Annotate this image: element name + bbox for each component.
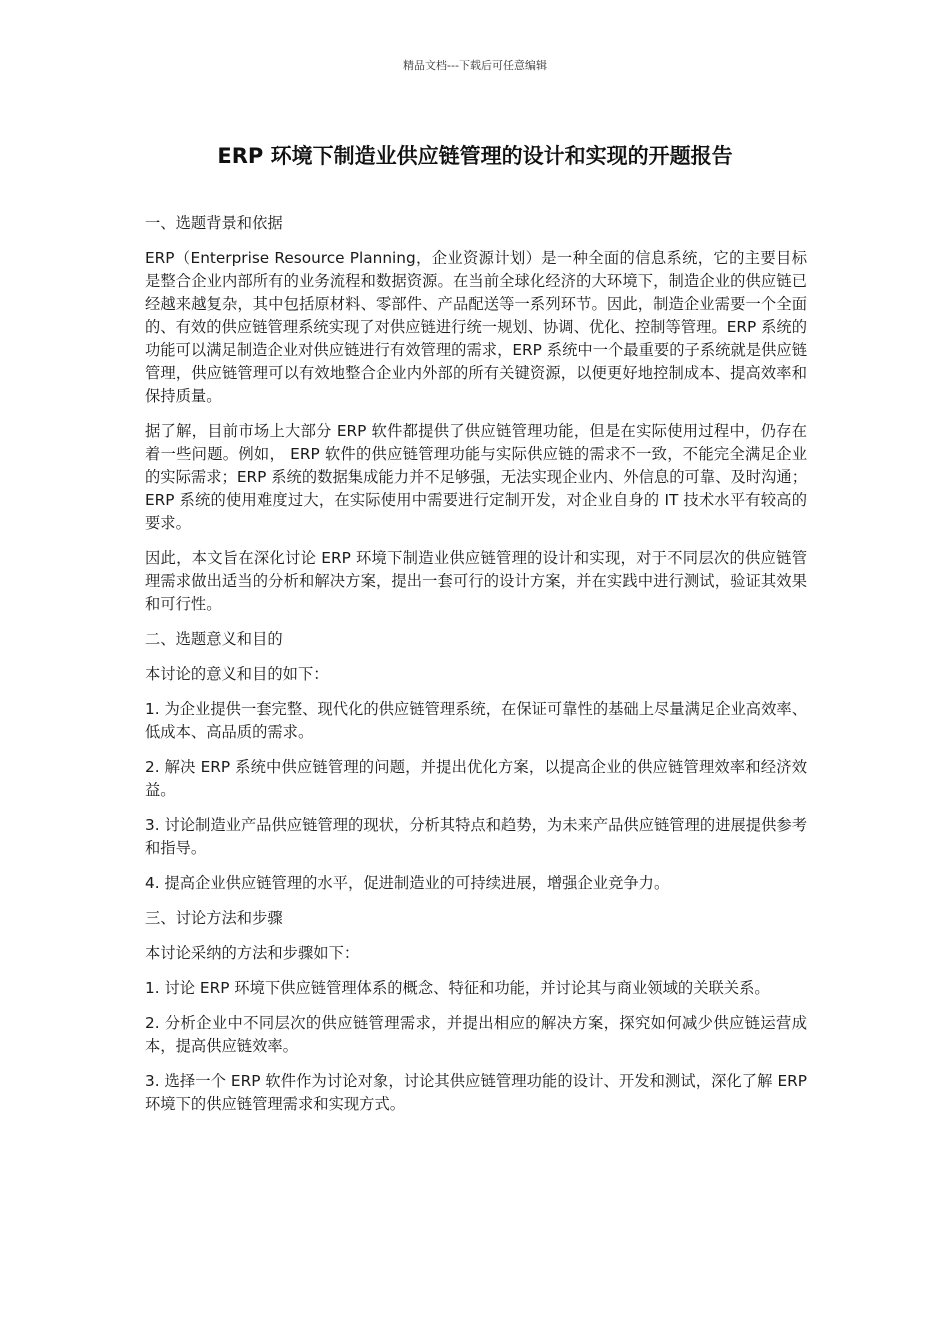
document-body	[145, 212, 807, 1128]
section-heading-background: 一、选题背景和依据	[145, 214, 283, 232]
list-item: 4. 提高企业供应链管理的水平，促进制造业的可持续进展，增强企业竞争力。	[145, 874, 670, 892]
list-item: 1. 为企业提供一套完整、现代化的供应链管理系统，在保证可靠性的基础上尽量满足企业高效率、低成本、高品质的需求。	[145, 700, 807, 741]
paragraph-erp-intro: ERP（Enterprise Resource Planning，企业资源计划）是一种全面的信息系统，它的主要目标是整合企业内部所有的业务流程和数据资源。在当前全球化经济的大环境下，制造企业的供应链已经越来越复杂，其中包括原材料、零部件、产品配送等一系列环节。因此，制造企业需要一个全面的、有效的供应链管理系统实现了对供应链进行统一规划、协调、优化、控制等管理。ERP 系统的功能可以满足制造企业对供应链进行有效管理的需求，ERP 系统中一个最重要的子系统就是供应链管理，供应链管理可以有效地整合企业内外部的所有关键资源，以便更好地控制成本、提高效率和保持质量。	[145, 249, 807, 405]
list-item: 3. 讨论制造业产品供应链管理的现状，分析其特点和趋势，为未来产品供应链管理的进展提供参考和指导。	[145, 816, 807, 857]
list-item: 2. 解决 ERP 系统中供应链管理的问题，并提出优化方案，以提高企业的供应链管理效率和经济效益。	[145, 758, 807, 799]
paragraph-methods-intro: 本讨论采纳的方法和步骤如下：	[145, 944, 360, 962]
paragraph-significance-intro: 本讨论的意义和目的如下：	[145, 665, 329, 683]
paragraph-market-problems: 据了解，目前市场上大部分 ERP 软件都提供了供应链管理功能，但是在实际使用过程中，仍存在着一些问题。例如， ERP 软件的供应链管理功能与实际供应链的需求不一致，不能完全满足企业的实际需求；ERP 系统的数据集成能力并不足够强，无法实现企业内、外信息的可靠、及时沟通；ERP 系统的使用难度过大，在实际使用中需要进行定制开发，对企业自身的 IT 技术水平有较高的要求。	[145, 422, 807, 532]
paragraph-purpose: 因此，本文旨在深化讨论 ERP 环境下制造业供应链管理的设计和实现，对于不同层次的供应链管理需求做出适当的分析和解决方案，提出一套可行的设计方案，并在实践中进行测试，验证其效果和可行性。	[145, 549, 807, 613]
header-note: 精品文档---下载后可任意编辑	[403, 59, 547, 72]
section-heading-significance: 二、选题意义和目的	[145, 630, 283, 648]
document-title: ERP 环境下制造业供应链管理的设计和实现的开题报告	[217, 144, 733, 168]
section-heading-methods: 三、讨论方法和步骤	[145, 909, 283, 927]
list-item: 1. 讨论 ERP 环境下供应链管理体系的概念、特征和功能，并讨论其与商业领域的关联关系。	[145, 979, 770, 997]
list-item: 2. 分析企业中不同层次的供应链管理需求，并提出相应的解决方案，探究如何减少供应链运营成本，提高供应链效率。	[145, 1014, 807, 1055]
list-item: 3. 选择一个 ERP 软件作为讨论对象，讨论其供应链管理功能的设计、开发和测试，深化了解 ERP 环境下的供应链管理需求和实现方式。	[145, 1072, 807, 1113]
